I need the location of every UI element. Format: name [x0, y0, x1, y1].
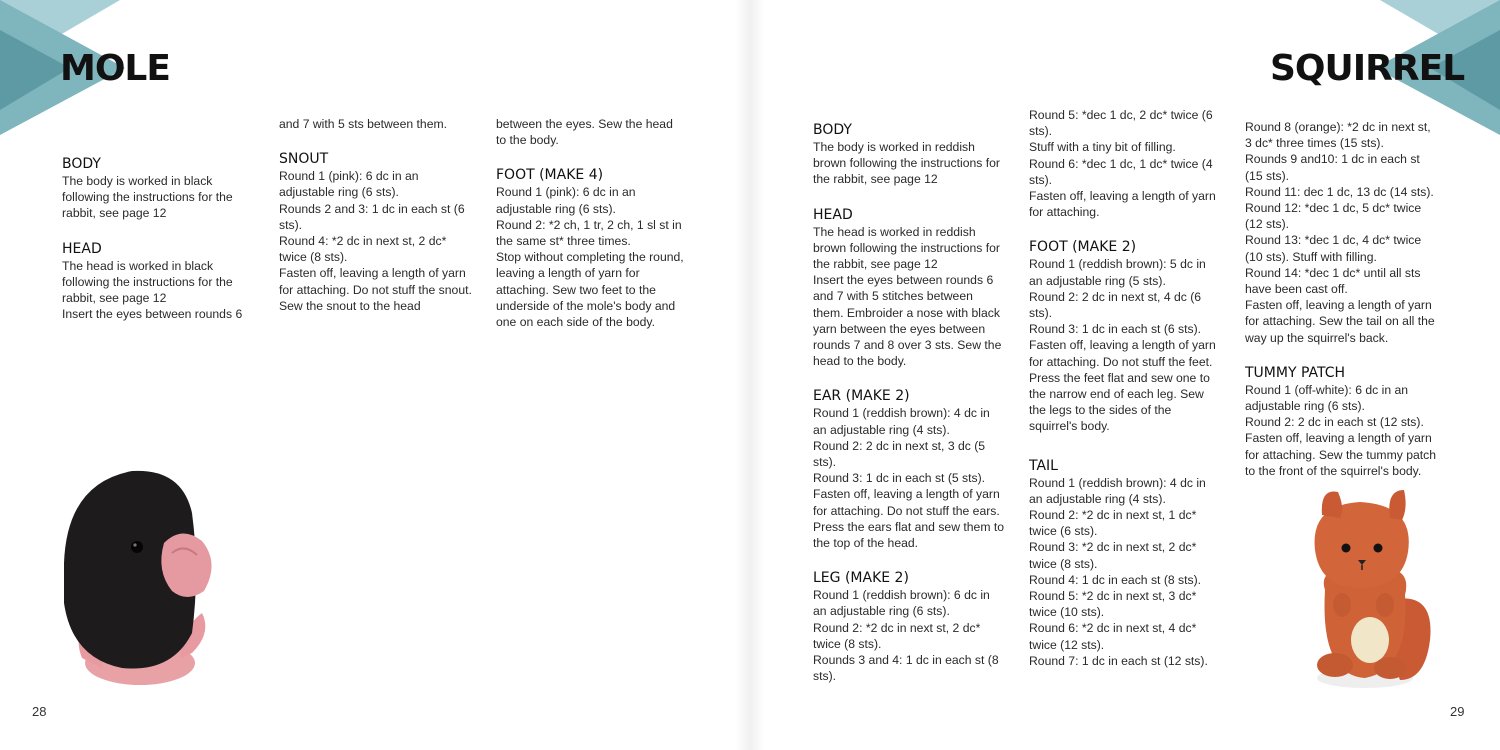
instruction-text: Round 5: *dec 1 dc, 2 dc* twice (6 sts).: [1029, 108, 1213, 139]
section-continued: [496, 116, 684, 148]
instruction-text: and 7 with 5 sts between them.: [279, 117, 448, 131]
section-heading: HEAD: [62, 240, 102, 257]
instruction-text: Round 1 (reddish brown): 4 dc in an adjustable ring (4 sts).: [813, 406, 990, 437]
instruction-text: Round 2: 2 dc in next st, 4 dc (6 sts).: [1029, 289, 1202, 321]
section-heading: HEAD: [813, 206, 853, 223]
instruction-text: Rounds 3 and 4: 1 dc in each st (8 sts).: [813, 653, 999, 684]
instruction-text: Round 13: *dec 1 dc, 4 dc* twice (10 sts). Stuff with filling.: [1245, 233, 1422, 264]
section-heading: EAR (MAKE 2): [813, 388, 910, 405]
instruction-text: Fasten off, leaving a length of yarn for attaching. Do not stuff the snout. Sew the snout to the head: [279, 266, 472, 313]
instruction-text: Stop without completing the round, leaving a length of yarn for attaching. Sew two feet to the underside of the mole's body and one on each side of the body.: [496, 250, 684, 330]
instruction-text: Insert the eyes between rounds 6: [62, 307, 243, 322]
section-continued: [1245, 119, 1440, 346]
section-head: [62, 240, 252, 323]
section-continued: [1029, 107, 1222, 220]
section-heading: FOOT (MAKE 4): [496, 167, 604, 184]
section-body: [813, 121, 1006, 188]
instruction-text: Rounds 9 and10: 1 dc in each st (15 sts).: [1245, 152, 1420, 183]
instruction-text: Insert the eyes between rounds 6 and 7 with 5 stitches between them. Embroider a nose with black yarn between the eyes between rounds 7 and 8 over 3 sts. Sew the head to the body.: [813, 273, 1002, 369]
instruction-text: Round 2: 2 dc in next st, 3 dc (5 sts).: [813, 438, 986, 470]
instruction-text: The head is worked in black following the instructions for the rabbit, see page 12: [62, 258, 233, 306]
instruction-text: Round 1 (reddish brown): 4 dc in an adjustable ring (4 sts).: [1029, 475, 1206, 506]
instruction-text: Round 6: *dec 1 dc, 1 dc* twice (4 sts).: [1029, 156, 1213, 187]
left-column-1: [62, 155, 252, 340]
instruction-text: Stuff with a tiny bit of filling.: [1029, 140, 1176, 155]
instruction-text: Round 12: *dec 1 dc, 5 dc* twice (12 sts).: [1245, 201, 1422, 232]
instruction-text: Rounds 2 and 3: 1 dc in each st (6 sts).: [279, 201, 465, 232]
squirrel-amigurumi-photo: [1290, 480, 1440, 695]
instruction-text: Round 6: *2 dc in next st, 4 dc* twice (12 sts).: [1029, 621, 1197, 652]
section-snout: [279, 150, 474, 314]
instruction-text: Round 2: *2 dc in next st, 2 dc* twice (8 sts).: [813, 620, 981, 651]
instruction-text: Round 1 (pink): 6 dc in an adjustable ring (6 sts).: [279, 169, 419, 200]
instruction-text: Round 2: 2 dc in each st (12 sts).: [1245, 415, 1424, 430]
book-gutter: [735, 0, 765, 750]
instruction-text: Round 3: *2 dc in next st, 2 dc* twice (8 sts).: [1029, 540, 1197, 571]
section-heading: LEG (MAKE 2): [813, 570, 909, 587]
instruction-text: Round 1 (pink): 6 dc in an adjustable ring (6 sts).: [496, 185, 636, 216]
section-heading: FOOT (MAKE 2): [1029, 239, 1137, 256]
instruction-text: Round 8 (orange): *2 dc in next st, 3 dc* three times (15 sts).: [1245, 120, 1431, 151]
instruction-text: Round 1 (reddish brown): 5 dc in an adjustable ring (5 sts).: [1029, 257, 1206, 288]
section-foot: [496, 166, 684, 330]
section-head: [813, 206, 1006, 370]
section-foot: [1029, 238, 1222, 434]
page-title: SQUIRREL: [1270, 48, 1465, 89]
section-tail: [1029, 457, 1222, 669]
instruction-text: The head is worked in reddish brown following the instructions for the rabbit, see page 12: [813, 224, 1000, 272]
right-page: [750, 0, 1500, 750]
instruction-text: Fasten off, leaving a length of yarn for attaching. Sew the tummy patch to the front of the squirrel's body.: [1245, 431, 1437, 478]
page-title: MOLE: [60, 48, 170, 89]
instruction-text: Fasten off, leaving a length of yarn for attaching.: [1029, 189, 1216, 220]
instruction-text: Round 2: *2 ch, 1 tr, 2 ch, 1 sl st in the same st* three times.: [496, 217, 682, 249]
instruction-text: Round 7: 1 dc in each st (12 sts).: [1029, 653, 1208, 668]
section-heading: BODY: [62, 156, 101, 172]
instruction-text: between the eyes. Sew the head to the body.: [496, 117, 673, 148]
instruction-text: Fasten off, leaving a length of yarn for attaching. Do not stuff the feet. Press the feet flat and sew one to the narrow end of each leg. Sew the legs to the sides of the squirrel's body.: [1029, 338, 1216, 434]
instruction-text: Round 1 (reddish brown): 6 dc in an adjustable ring (6 sts).: [813, 588, 990, 619]
instruction-text: Fasten off, leaving a length of yarn for attaching. Sew the tail on all the way up the squirrel's back.: [1245, 298, 1435, 345]
section-heading: TUMMY PATCH: [1245, 364, 1346, 381]
instruction-text: Round 3: 1 dc in each st (5 sts).: [813, 471, 986, 486]
right-column-1: [813, 121, 1006, 702]
page-number: 28: [32, 704, 47, 719]
section-heading: SNOUT: [279, 151, 329, 168]
section-ear: [813, 387, 1006, 551]
page-number: 29: [1450, 704, 1465, 719]
section-continued: [279, 116, 474, 132]
instruction-text: The body is worked in black following the instructions for the rabbit, see page 12: [62, 174, 233, 221]
instruction-text: Round 4: *2 dc in next st, 2 dc* twice (8 sts).: [279, 234, 447, 265]
instruction-text: Round 11: dec 1 dc, 13 dc (14 sts).: [1245, 184, 1434, 199]
instruction-text: Round 1 (off-white): 6 dc in an adjustable ring (6 sts).: [1245, 382, 1409, 414]
right-column-2: [1029, 107, 1222, 687]
left-column-2: [279, 116, 474, 332]
instruction-text: Round 14: *dec 1 dc* until all sts have been cast off.: [1245, 265, 1421, 297]
instruction-text: Round 5: *2 dc in next st, 3 dc* twice (10 sts).: [1029, 589, 1197, 620]
section-tummy-patch: [1245, 364, 1440, 479]
section-heading: TAIL: [1029, 457, 1058, 474]
left-column-3: [496, 116, 684, 348]
instruction-text: Round 4: 1 dc in each st (8 sts).: [1029, 572, 1202, 587]
section-leg: [813, 569, 1006, 684]
instruction-text: Fasten off, leaving a length of yarn for attaching. Do not stuff the ears. Press the ears flat and sew them to the top of the head.: [813, 487, 1005, 551]
instruction-text: The body is worked in reddish brown following the instructions for the rabbit, see page 12: [813, 140, 1000, 187]
section-heading: BODY: [813, 122, 852, 138]
mole-amigurumi-photo: [52, 463, 232, 693]
right-column-3: [1245, 119, 1440, 497]
instruction-text: Round 3: 1 dc in each st (6 sts).: [1029, 322, 1202, 337]
section-body: [62, 155, 252, 222]
instruction-text: Round 2: *2 dc in next st, 1 dc* twice (6 sts).: [1029, 508, 1197, 539]
